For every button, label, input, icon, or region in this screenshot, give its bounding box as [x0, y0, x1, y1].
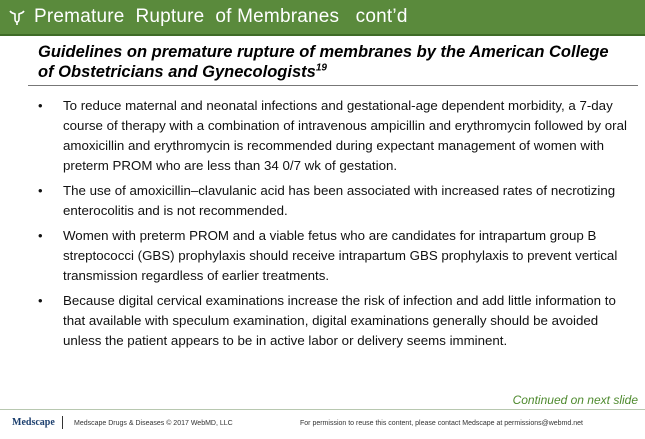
slide-title: Premature Rupture of Membranes cont’d — [34, 6, 408, 27]
bullet-dot-icon: • — [38, 183, 43, 198]
bullet-dot-icon: • — [38, 228, 43, 243]
uterus-icon — [6, 6, 28, 28]
bullet-text: The use of amoxicillin–clavulanic acid has been associated with increased rates of necrotizing enterocolitis and is not recommended. — [63, 183, 616, 218]
bullet-text: Women with preterm PROM and a viable fetus who are candidates for intrapartum group B streptococci (GBS) prophylaxis should receive intrapartum GBS prophylaxis to prevent vertical transmission regardless of earlier treatments. — [63, 228, 618, 283]
bullet-item — [30, 291, 630, 351]
bullet-text: To reduce maternal and neonatal infections and gestational-age dependent morbidity, a 7-day course of therapy with a combination of intravenous ampicillin and erythromycin followed by oral amoxicillin and erythromycin is recommended during expectant management of women with preterm PROM who are less than 34 0/7 wk of gestation. — [63, 98, 627, 173]
footer-divider — [0, 409, 645, 410]
bullet-dot-icon: • — [38, 98, 43, 113]
bullet-list — [30, 96, 630, 356]
footer — [0, 413, 645, 439]
title-bar — [0, 0, 645, 36]
footer-permission: For permission to reuse this content, please contact Medscape at permissions@webmd.net — [300, 420, 583, 427]
continued-label: Continued on next slide — [512, 393, 638, 407]
bullet-item — [30, 96, 630, 176]
divider — [28, 85, 638, 86]
bullet-item — [30, 181, 630, 221]
footer-separator — [62, 416, 63, 429]
footer-copyright: Medscape Drugs & Diseases © 2017 WebMD, LLC — [74, 420, 233, 427]
subtitle-text: Guidelines on premature rupture of membranes by the American College of Obstetricians and Gynecologists — [38, 43, 609, 81]
slide-subtitle — [38, 42, 628, 82]
bullet-item — [30, 226, 630, 286]
bullet-dot-icon: • — [38, 293, 43, 308]
medscape-logo: Medscape — [12, 417, 55, 428]
bullet-text: Because digital cervical examinations increase the risk of infection and add little information to that available with speculum examination, digital examinations generally should be avoided unless the patient appears to be in active labor or delivery seems imminent. — [63, 293, 616, 348]
reference-number: 19 — [315, 62, 327, 74]
